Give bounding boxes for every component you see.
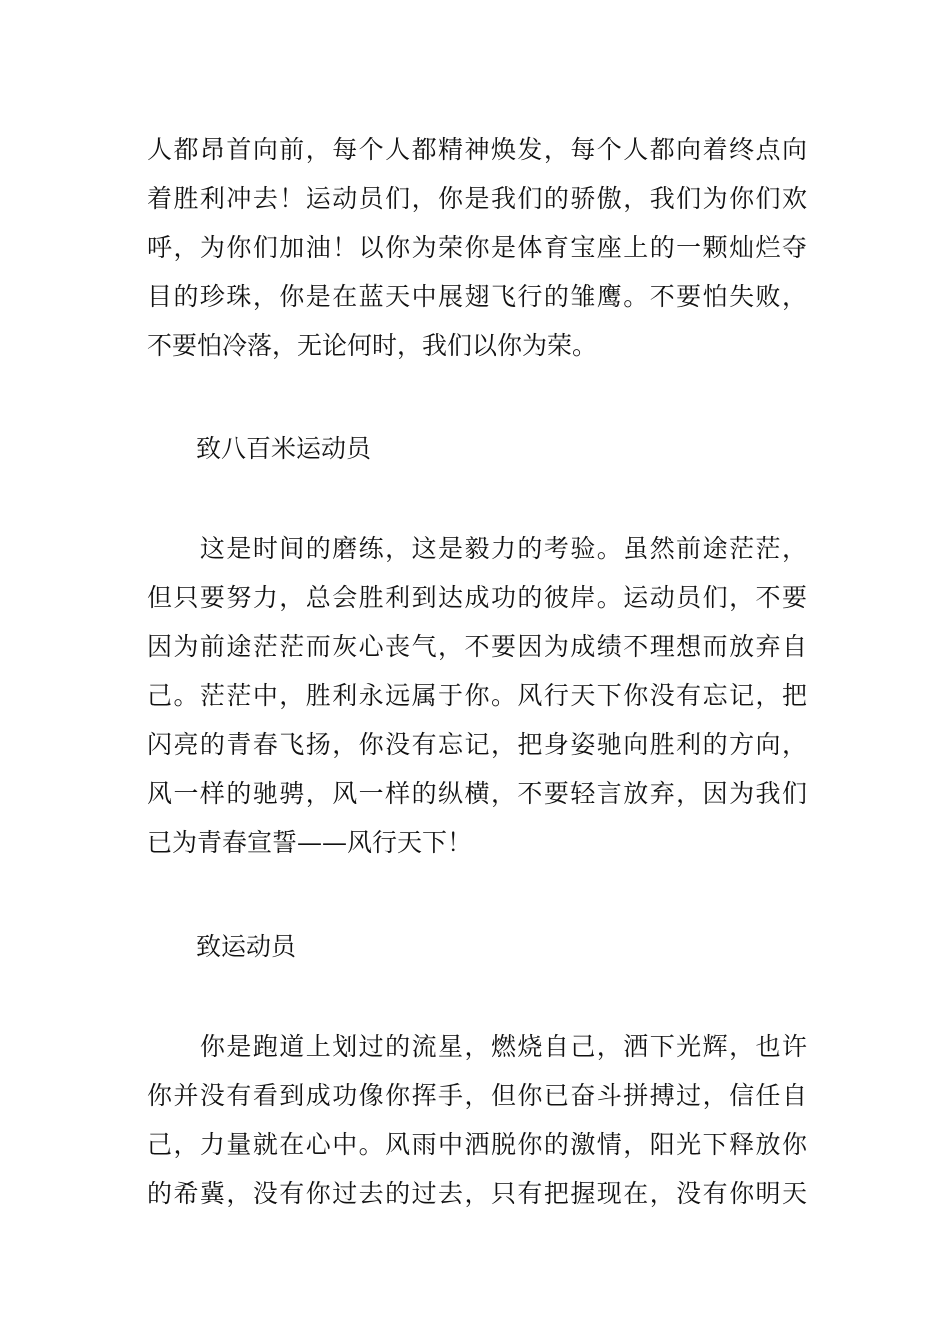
paragraph-line: 闪亮的青春飞扬，你没有忘记，把身姿驰向胜利的方向， [147, 730, 807, 759]
paragraph-line: 你并没有看到成功像你挥手，但你已奋斗拼搏过，信任自 [147, 1081, 807, 1110]
paragraph-line: 但只要努力，总会胜利到达成功的彼岸。运动员们，不要 [147, 583, 807, 612]
paragraph-line: 呼，为你们加油！以你为荣你是体育宝座上的一颗灿烂夺 [147, 233, 807, 262]
paragraph-line: 目的珍珠，你是在蓝天中展翅飞行的雏鹰。不要怕失败， [147, 282, 807, 311]
paragraph-2 [147, 524, 807, 867]
paragraph-line: 你是跑道上划过的流星，燃烧自己，洒下光辉，也许 [147, 1032, 807, 1061]
paragraph-line: 着胜利冲去！运动员们，你是我们的骄傲，我们为你们欢 [147, 184, 807, 213]
paragraph-line: 这是时间的磨练，这是毅力的考验。虽然前途茫茫， [147, 534, 807, 563]
paragraph-line: 因为前途茫茫而灰心丧气，不要因为成绩不理想而放弃自 [147, 632, 807, 661]
paragraph-3 [147, 1022, 807, 1218]
paragraph-line: 己，力量就在心中。风雨中洒脱你的激情，阳光下释放你 [147, 1130, 807, 1159]
paragraph-line: 已为青春宣誓——风行天下！ [147, 828, 473, 857]
paragraph-line: 己。茫茫中，胜利永远属于你。风行天下你没有忘记，把 [147, 681, 807, 710]
section-heading: 致八百米运动员 [196, 434, 372, 463]
paragraph-line: 风一样的驰骋，风一样的纵横，不要轻言放弃，因为我们 [147, 779, 807, 808]
paragraph-line: 的希冀，没有你过去的过去，只有把握现在，没有你明天 [147, 1179, 807, 1208]
paragraph-line: 不要怕冷落，无论何时，我们以你为荣。 [147, 331, 598, 360]
paragraph-line: 人都昂首向前，每个人都精神焕发，每个人都向着终点向 [147, 135, 807, 164]
paragraph-1 [147, 125, 807, 370]
section-heading: 致运动员 [196, 932, 297, 961]
